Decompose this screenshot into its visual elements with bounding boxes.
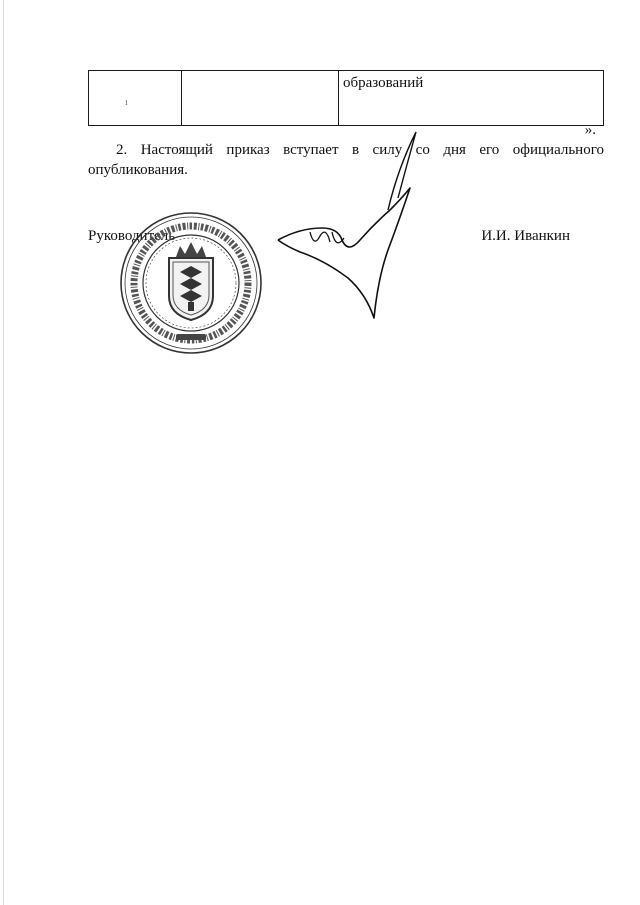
table-cell-text: образований [339, 71, 604, 126]
official-round-seal-icon [118, 210, 264, 356]
scan-edge-line [3, 0, 4, 905]
closing-quote: ». [584, 122, 596, 138]
paragraph-2: 2. Настоящий приказ вступает в силу со дня его официального опубликования. [88, 142, 604, 178]
table-row [89, 71, 604, 126]
scan-mark: ı [125, 97, 128, 108]
continued-table [88, 70, 604, 126]
table-cell-name [182, 71, 339, 126]
signer-title: Руководитель [88, 228, 176, 244]
table-cell-number [89, 71, 182, 126]
handwritten-signature-icon [270, 128, 420, 328]
signer-name: И.И. Иванкин [481, 228, 570, 244]
